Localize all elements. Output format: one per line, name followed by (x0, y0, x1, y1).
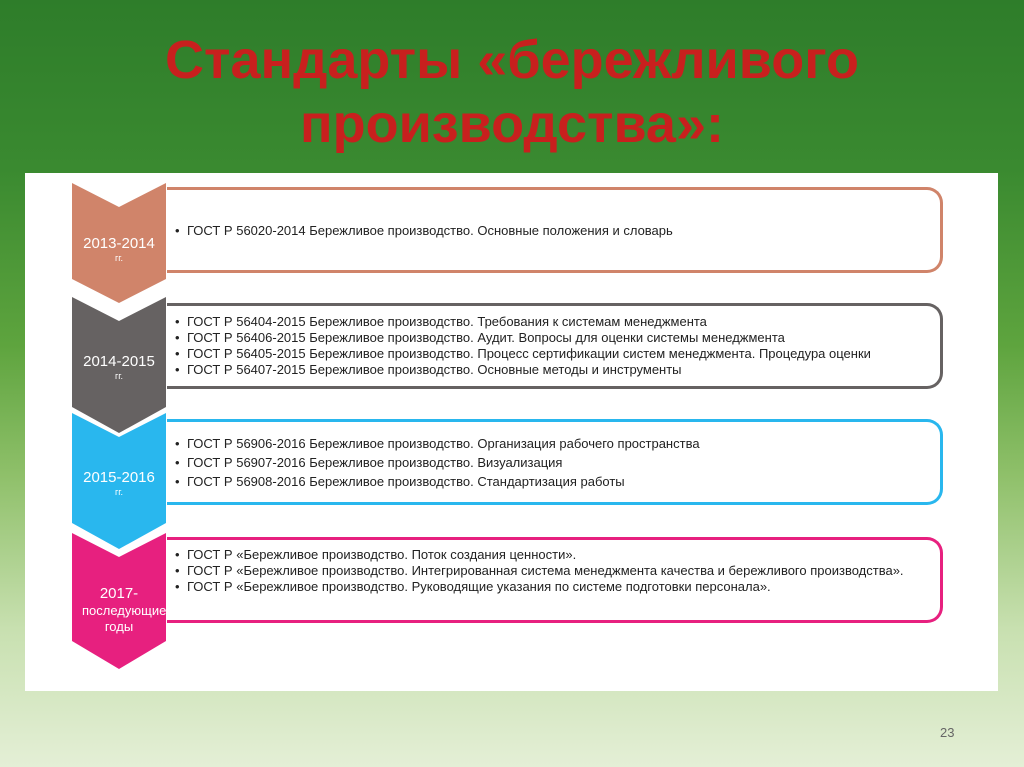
period-year: 2015-2016 (83, 469, 155, 486)
standard-item: • ГОСТ Р 56906-2016 Бережливое производство. Организация рабочего пространства (175, 434, 932, 453)
period-row-2013-2014 (25, 183, 998, 303)
period-row-2015-2016 (25, 413, 998, 553)
period-year: 2017- (99, 585, 139, 602)
title-line-1: Стандарты «бережливого (165, 30, 859, 90)
period-unit: последующие годы (82, 603, 167, 634)
standard-item: • ГОСТ Р «Бережливое производство. Руководящие указания по системе подготовки персонала». (175, 578, 932, 595)
standards-timeline-panel (25, 173, 998, 691)
standard-item: • ГОСТ Р 56406-2015 Бережливое производство. Аудит. Вопросы для оценки системы менеджмента (175, 330, 932, 346)
period-year: 2014-2015 (83, 353, 155, 370)
standard-item: • ГОСТ Р 56907-2016 Бережливое производство. Визуализация (175, 453, 932, 472)
title-line-2: производства»: (300, 94, 724, 154)
period-unit: гг. (115, 371, 123, 381)
page-number: 23 (940, 725, 955, 740)
standard-item: • ГОСТ Р 56407-2015 Бережливое производство. Основные методы и инструменты (175, 362, 932, 378)
period-unit: гг. (115, 487, 123, 497)
period-label (72, 235, 166, 264)
standards-box (167, 187, 943, 273)
period-row-2014-2015 (25, 297, 998, 417)
period-unit: гг. (115, 253, 123, 263)
standard-item: • ГОСТ Р 56908-2016 Бережливое производство. Стандартизация работы (175, 472, 932, 491)
period-label (72, 469, 166, 498)
standards-box (167, 537, 943, 623)
period-year: 2013-2014 (83, 235, 155, 252)
standard-item: • ГОСТ Р 56404-2015 Бережливое производство. Требования к системам менеджмента (175, 314, 932, 330)
standards-box (167, 419, 943, 505)
standard-item: • ГОСТ Р 56020-2014 Бережливое производство. Основные положения и словарь (175, 223, 932, 239)
period-label (72, 353, 166, 382)
standard-item: • ГОСТ Р 56405-2015 Бережливое производство. Процесс сертификации систем менеджмента. Процедура оценки (175, 346, 932, 362)
slide-title (0, 28, 1024, 156)
standards-box (167, 303, 943, 389)
period-label (72, 585, 166, 635)
period-row-2017 (25, 533, 998, 673)
standard-item: • ГОСТ Р «Бережливое производство. Поток создания ценности». (175, 546, 932, 563)
standard-item: • ГОСТ Р «Бережливое производство. Интегрированная система менеджмента качества и бережливого производства». (175, 563, 932, 578)
